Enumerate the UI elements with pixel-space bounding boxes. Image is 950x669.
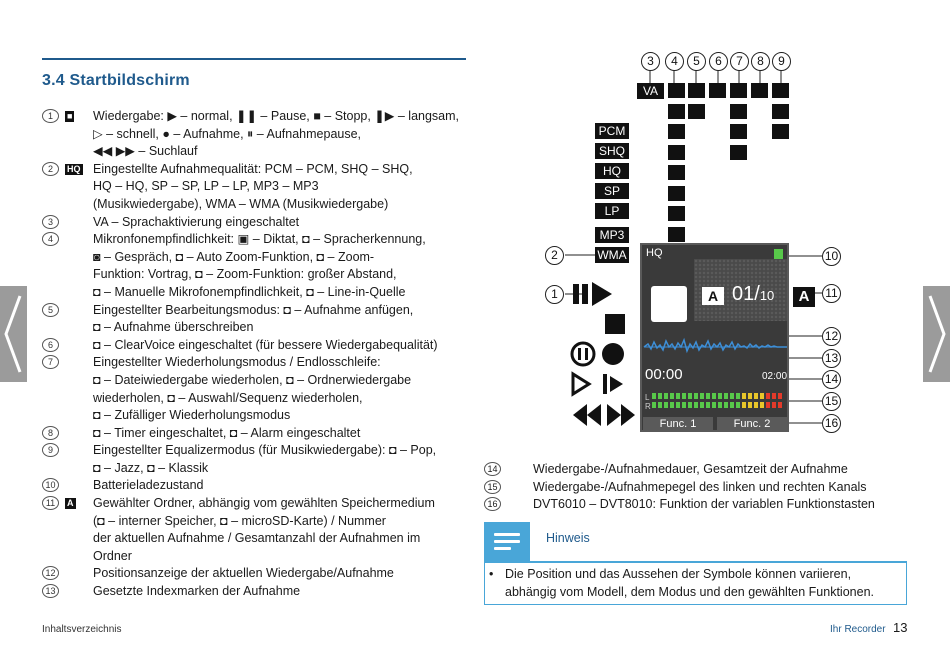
fast-forward-icon bbox=[607, 404, 621, 426]
symbol-legend bbox=[42, 108, 472, 601]
legend-number: 11 bbox=[42, 496, 59, 510]
callout-5: 5 bbox=[687, 52, 706, 71]
page-title: 3.4 Startbildschirm bbox=[42, 72, 190, 89]
level-segment bbox=[730, 393, 734, 399]
mode-symbol-icon bbox=[772, 83, 789, 98]
level-segment bbox=[676, 393, 680, 399]
legend-row bbox=[42, 477, 472, 495]
callout-4: 4 bbox=[665, 52, 684, 71]
callout-12: 12 bbox=[822, 327, 841, 346]
note-box bbox=[484, 562, 907, 605]
legend-text: DVT6010 – DVT8010: Funktion der variablen Funktionstasten bbox=[533, 497, 875, 512]
callout-2: 2 bbox=[545, 246, 564, 265]
fast-play-icon bbox=[573, 374, 589, 394]
legend-row bbox=[42, 425, 472, 443]
quality-tag-wma: WMA bbox=[595, 247, 629, 263]
legend-number: 7 bbox=[42, 355, 59, 369]
level-segment bbox=[664, 402, 668, 408]
legend-number: 6 bbox=[42, 338, 59, 352]
legend-text: Gesetzte Indexmarken der Aufnahme bbox=[93, 584, 301, 599]
callout-11: 11 bbox=[822, 284, 841, 303]
mode-symbol-icon bbox=[668, 124, 685, 139]
legend-text: Eingestellte Aufnahmequalität: PCM – PCM, SHQ – SHQ, HQ – HQ, SP – SP, LP – LP, MP3 – MP3 (Musikwiedergabe), WMA – WMA (Musikwiedergabe) bbox=[93, 161, 413, 211]
quality-tag-hq: HQ bbox=[595, 163, 629, 179]
note-text: Die Position und das Aussehen der Symbole können variieren, abhängig vom Modell, dem Modus und den gewählten Funktionen. bbox=[505, 567, 874, 599]
channel-labels: L R bbox=[645, 393, 651, 411]
level-segment bbox=[670, 393, 674, 399]
legend-number: 16 bbox=[484, 497, 501, 511]
legend-row bbox=[42, 214, 472, 232]
legend-text: VA – Sprachaktivierung eingeschaltet bbox=[93, 214, 300, 229]
page-number: 13 bbox=[893, 620, 908, 635]
chevron-right-icon bbox=[923, 286, 950, 382]
mode-symbol-icon bbox=[730, 124, 747, 139]
level-segment bbox=[718, 393, 722, 399]
mode-symbol-icon bbox=[668, 206, 685, 221]
level-meter bbox=[652, 393, 788, 411]
level-segment bbox=[766, 393, 770, 399]
total-time: 02:00 bbox=[762, 371, 788, 382]
level-segment bbox=[700, 402, 704, 408]
level-segment bbox=[658, 393, 662, 399]
legend-text: Wiedergabe-/Aufnahmedauer, Gesamtzeit der Aufnahme bbox=[533, 462, 848, 476]
level-segment bbox=[724, 393, 728, 399]
note-title: Hinweis bbox=[546, 531, 590, 545]
legend-row bbox=[42, 442, 472, 477]
legend-text: ◘ – Timer eingeschaltet, ◘ – Alarm eingeschaltet bbox=[93, 425, 361, 440]
callout-10: 10 bbox=[822, 247, 841, 266]
mode-symbol-icon bbox=[668, 83, 685, 98]
mode-symbol-icon bbox=[688, 104, 705, 119]
callout-15: 15 bbox=[822, 392, 841, 411]
legend-row bbox=[42, 495, 472, 565]
callout-9: 9 bbox=[772, 52, 791, 71]
level-segment bbox=[736, 393, 740, 399]
screen-quality: HQ bbox=[646, 247, 663, 259]
level-segment bbox=[682, 402, 686, 408]
quality-tag-lp: LP bbox=[595, 203, 629, 219]
mode-symbol-icon bbox=[668, 104, 685, 119]
legend-row bbox=[484, 479, 914, 497]
device-display bbox=[640, 243, 789, 432]
previous-page-button[interactable] bbox=[0, 286, 27, 382]
mode-symbol-icon bbox=[730, 145, 747, 160]
waveform bbox=[642, 335, 789, 357]
level-segment bbox=[736, 402, 740, 408]
mode-symbol-icon bbox=[772, 104, 789, 119]
play-state-box bbox=[651, 286, 687, 322]
legend-text: Wiedergabe-/Aufnahmepegel des linken und rechten Kanals bbox=[533, 479, 867, 494]
mode-symbol-icon bbox=[730, 83, 747, 98]
quality-tag-sp: SP bbox=[595, 183, 629, 199]
level-segment bbox=[778, 393, 782, 399]
legend-row bbox=[484, 461, 914, 479]
legend-symbol: ■ bbox=[67, 111, 73, 121]
level-segment bbox=[688, 393, 692, 399]
level-segment bbox=[754, 402, 758, 408]
legend-text: Batterieladezustand bbox=[93, 478, 204, 493]
legend-text: ◘ – ClearVoice eingeschaltet (für bessere Wiedergabequalität) bbox=[93, 337, 438, 352]
level-segment bbox=[712, 393, 716, 399]
callout-16: 16 bbox=[822, 414, 841, 433]
transport-controls bbox=[565, 278, 640, 433]
quality-tag-shq: SHQ bbox=[595, 143, 629, 159]
level-segment bbox=[676, 402, 680, 408]
legend-row bbox=[484, 496, 914, 514]
legend-number: 1 bbox=[42, 109, 59, 123]
mode-symbol-icon bbox=[730, 104, 747, 119]
legend-symbol: HQ bbox=[67, 163, 81, 174]
legend-row bbox=[42, 302, 472, 337]
level-segment bbox=[706, 393, 710, 399]
mode-symbol-icon bbox=[772, 124, 789, 139]
legend-number: 5 bbox=[42, 303, 59, 317]
elapsed-time: 00:00 bbox=[645, 366, 683, 383]
legend-number: 8 bbox=[42, 426, 59, 440]
level-segment bbox=[754, 393, 758, 399]
top-rule bbox=[42, 58, 466, 60]
level-segment bbox=[694, 402, 698, 408]
symbol-legend-continued bbox=[484, 461, 914, 514]
next-page-button[interactable] bbox=[923, 286, 950, 382]
level-segment bbox=[652, 393, 656, 399]
legend-number: 15 bbox=[484, 480, 501, 494]
level-segment bbox=[694, 393, 698, 399]
mode-symbol-icon bbox=[668, 186, 685, 201]
voice-activation-tag: VA bbox=[637, 83, 664, 99]
legend-number: 4 bbox=[42, 232, 59, 246]
legend-row bbox=[42, 108, 472, 161]
callout-7: 7 bbox=[730, 52, 749, 71]
mode-symbol-icon bbox=[668, 165, 685, 180]
level-segment bbox=[652, 402, 656, 408]
slow-play-icon bbox=[603, 374, 607, 394]
legend-number: 13 bbox=[42, 584, 59, 598]
play-icon bbox=[592, 282, 612, 306]
record-pause-icon bbox=[572, 343, 594, 365]
callout-3: 3 bbox=[641, 52, 660, 71]
mode-symbol-icon bbox=[668, 145, 685, 160]
level-segment bbox=[730, 402, 734, 408]
level-segment bbox=[724, 402, 728, 408]
quality-tag-pcm: PCM bbox=[595, 123, 629, 139]
device-screen-diagram bbox=[540, 50, 860, 440]
level-segment bbox=[682, 393, 686, 399]
rewind-icon bbox=[573, 404, 587, 426]
legend-text: Wiedergabe: ▶ – normal, ❚❚ – Pause, ■ – Stopp, ❚▶ – langsam, ▷ – schnell, ● – Aufnahme, ⏸ – Aufnahmepause, ◀◀ ▶▶ – Suchlauf bbox=[93, 109, 460, 159]
legend-text: Eingestellter Equalizermodus (für Musikwiedergabe): ◘ – Pop, ◘ – Jazz, ◘ – Klassik bbox=[93, 443, 437, 475]
record-icon bbox=[602, 343, 624, 365]
level-segment bbox=[760, 393, 764, 399]
folder-indicator: A bbox=[702, 287, 724, 305]
legend-text: Mikronfonempfindlichkeit: ▣ – Diktat, ◘ – Spracherkennung, ◙ – Gespräch, ◘ – Auto Zoom-Funktion, ◘ – Zoom- Funktion: Vortrag, ◘ – Zoom-Funktion: großer Abstand, ◘ – Manuelle Mikrofonempfindlichkeit, ◘ – Line-in-Quelle bbox=[93, 232, 426, 299]
legend-number: 2 bbox=[42, 162, 59, 176]
legend-number: 14 bbox=[484, 462, 501, 476]
func2-button[interactable]: Func. 2 bbox=[717, 417, 787, 432]
legend-row bbox=[42, 337, 472, 355]
pause-icon bbox=[573, 284, 579, 304]
level-segment bbox=[712, 402, 716, 408]
battery-icon bbox=[774, 249, 783, 259]
level-segment bbox=[742, 402, 746, 408]
level-segment bbox=[778, 402, 782, 408]
toc-link[interactable]: Inhaltsverzeichnis bbox=[42, 624, 122, 635]
level-segment bbox=[748, 402, 752, 408]
legend-number: 3 bbox=[42, 215, 59, 229]
quality-tag-mp3: MP3 bbox=[595, 227, 629, 243]
level-segment bbox=[658, 402, 662, 408]
legend-row bbox=[42, 583, 472, 601]
func1-button[interactable]: Func. 1 bbox=[643, 417, 713, 432]
legend-text: Gewählter Ordner, abhängig vom gewählten Speichermedium (◘ – interner Speicher, ◘ – microSD-Karte) / Nummer der aktuellen Aufnahme / Gesamtanzahl der Aufnahmen im Ordner bbox=[93, 496, 435, 563]
callout-8: 8 bbox=[751, 52, 770, 71]
legend-text: Positionsanzeige der aktuellen Wiedergabe/Aufnahme bbox=[93, 566, 394, 581]
legend-text: Eingestellter Bearbeitungsmodus: ◘ – Aufnahme anfügen, ◘ – Aufnahme überschreiben bbox=[93, 302, 414, 335]
level-segment bbox=[700, 393, 704, 399]
callout-14: 14 bbox=[822, 370, 841, 389]
mode-symbol-icon bbox=[709, 83, 726, 98]
legend-text: Eingestellter Wiederholungsmodus / Endlosschleife: ◘ – Dateiwiedergabe wiederholen, ◘ – Ordnerwiedergabe wiederholen, ◘ – Auswahl/Sequenz wiederholen, ◘ – Zufälliger Wiederholungsmodus bbox=[93, 355, 412, 423]
legend-number: 12 bbox=[42, 566, 59, 580]
mode-symbol-icon bbox=[668, 227, 685, 242]
stop-icon bbox=[605, 314, 625, 334]
legend-row bbox=[42, 161, 472, 214]
side-folder-tag: A bbox=[793, 287, 815, 307]
level-segment bbox=[742, 393, 746, 399]
legend-row bbox=[42, 231, 472, 301]
chevron-left-icon bbox=[0, 286, 27, 382]
level-segment bbox=[760, 402, 764, 408]
section-link[interactable]: Ihr Recorder bbox=[830, 624, 886, 635]
callout-13: 13 bbox=[822, 349, 841, 368]
recording-count: 01/10 bbox=[732, 283, 775, 305]
level-segment bbox=[772, 393, 776, 399]
legend-number: 10 bbox=[42, 478, 59, 492]
level-segment bbox=[670, 402, 674, 408]
level-segment bbox=[706, 402, 710, 408]
note-bullet: • bbox=[489, 567, 494, 581]
mode-symbol-icon bbox=[688, 83, 705, 98]
callout-1: 1 bbox=[545, 285, 564, 304]
note-icon bbox=[484, 522, 530, 562]
level-segment bbox=[718, 402, 722, 408]
level-segment bbox=[766, 402, 770, 408]
legend-number: 9 bbox=[42, 443, 59, 457]
legend-symbol: A bbox=[67, 498, 74, 509]
level-segment bbox=[772, 402, 776, 408]
mode-symbol-icon bbox=[751, 83, 768, 98]
legend-row bbox=[42, 565, 472, 583]
legend-row bbox=[42, 354, 472, 424]
level-segment bbox=[688, 402, 692, 408]
callout-6: 6 bbox=[709, 52, 728, 71]
level-segment bbox=[664, 393, 668, 399]
level-segment bbox=[748, 393, 752, 399]
